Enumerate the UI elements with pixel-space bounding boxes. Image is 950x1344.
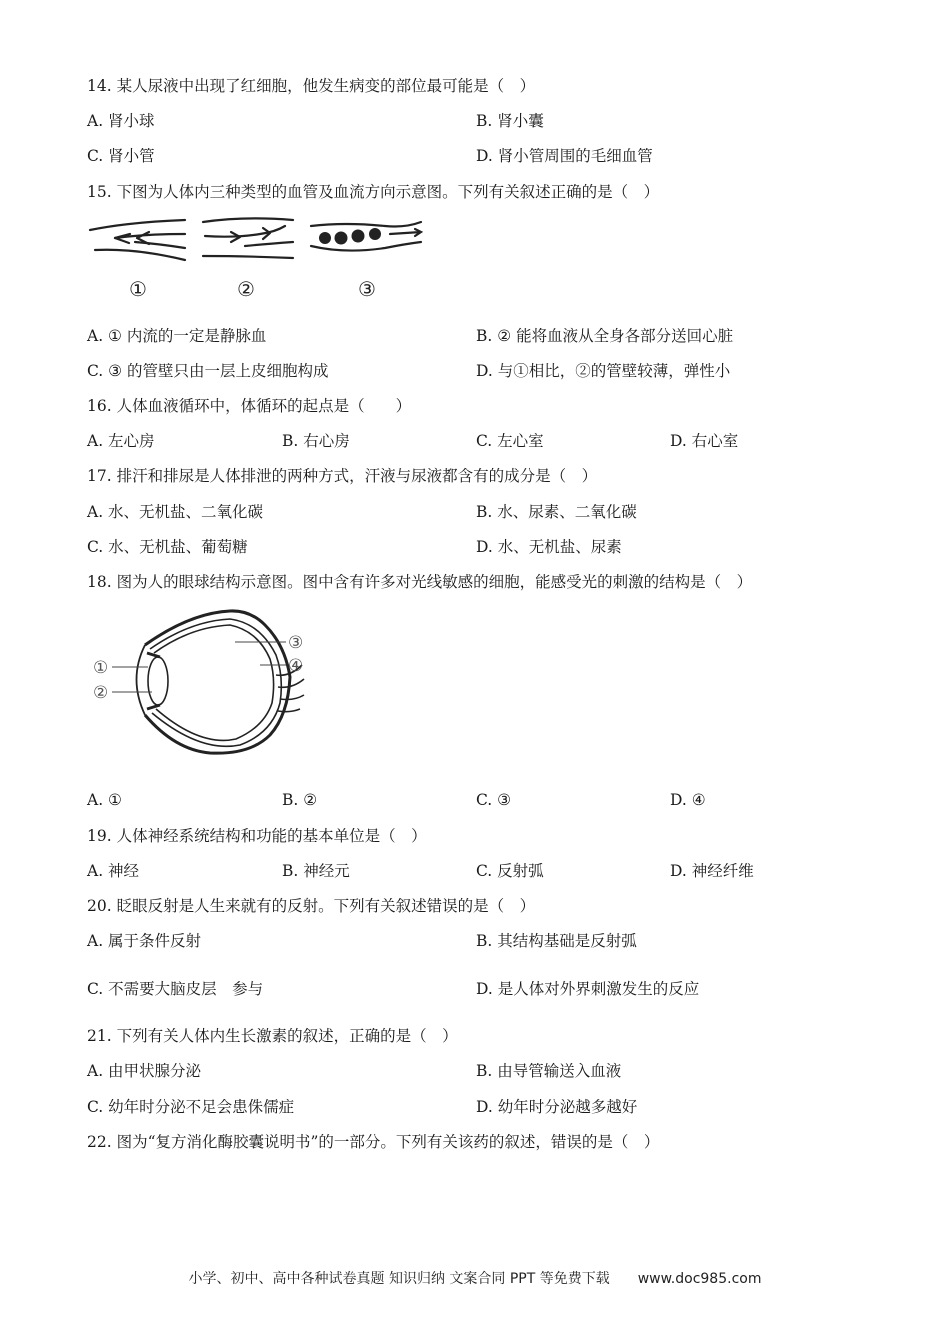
q21-option-b: B. 由导管输送入血液	[476, 1062, 622, 1080]
q18-option-c: C. ③	[476, 791, 512, 809]
q21-option-d: D. 幼年时分泌越多越好	[476, 1098, 638, 1116]
question-20-stem: 20. 眨眼反射是人生来就有的反射。下列有关叙述错误的是（ ）	[87, 897, 536, 915]
q14-option-a: A. 肾小球	[87, 112, 155, 130]
eyeball-figure	[90, 605, 320, 765]
question-21-stem: 21. 下列有关人体内生长激素的叙述，正确的是（ ）	[87, 1027, 458, 1045]
vessel-label-3: ③	[358, 277, 376, 301]
q20-option-b: B. 其结构基础是反射弧	[476, 932, 637, 950]
q17-option-b: B. 水、尿素、二氧化碳	[476, 503, 637, 521]
question-18-stem: 18. 图为人的眼球结构示意图。图中含有许多对光线敏感的细胞，能感受光的刺激的结构是（ ）	[87, 573, 753, 591]
q15-option-d: D. 与①相比，②的管壁较薄，弹性小	[476, 362, 731, 380]
eye-label-3: ③	[288, 633, 304, 653]
q16-option-c: C. 左心室	[476, 432, 544, 450]
q19-option-c: C. 反射弧	[476, 862, 544, 880]
eye-label-4: ④	[288, 656, 304, 676]
vessel-label-2: ②	[237, 277, 255, 301]
q17-option-a: A. 水、无机盐、二氧化碳	[87, 503, 264, 521]
blood-vessels-figure	[85, 212, 430, 304]
q18-option-d: D. ④	[670, 791, 706, 809]
question-16-stem: 16. 人体血液循环中，体循环的起点是（ ）	[87, 397, 412, 415]
vessel-label-1: ①	[129, 277, 147, 301]
q14-option-b: B. 肾小囊	[476, 112, 544, 130]
q20-option-d: D. 是人体对外界刺激发生的反应	[476, 980, 700, 998]
q18-option-b: B. ②	[282, 791, 318, 809]
question-14-stem: 14. 某人尿液中出现了红细胞，他发生病变的部位最可能是（ ）	[87, 77, 536, 95]
q17-option-c: C. 水、无机盐、葡萄糖	[87, 538, 248, 556]
q17-option-d: D. 水、无机盐、尿素	[476, 538, 622, 556]
q15-option-b: B. ② 能将血液从全身各部分送回心脏	[476, 327, 734, 345]
q15-option-c: C. ③ 的管壁只由一层上皮细胞构成	[87, 362, 329, 380]
q20-option-a: A. 属于条件反射	[87, 932, 202, 950]
eye-label-1: ①	[93, 658, 109, 678]
q19-option-a: A. 神经	[87, 862, 140, 880]
question-22-stem: 22. 图为“复方消化酶胶囊说明书”的一部分。下列有关该药的叙述，错误的是（ ）	[87, 1133, 660, 1151]
q16-option-d: D. 右心室	[670, 432, 739, 450]
q16-option-a: A. 左心房	[87, 432, 155, 450]
question-15-stem: 15. 下图为人体内三种类型的血管及血流方向示意图。下列有关叙述正确的是（ ）	[87, 183, 660, 201]
q14-option-c: C. 肾小管	[87, 147, 155, 165]
question-17-stem: 17. 排汗和排尿是人体排泄的两种方式，汗液与尿液都含有的成分是（ ）	[87, 467, 598, 485]
q15-option-a: A. ① 内流的一定是静脉血	[87, 327, 267, 345]
q14-option-d: D. 肾小管周围的毛细血管	[476, 147, 653, 165]
vessel-1-diagram	[90, 220, 185, 260]
q21-option-a: A. 由甲状腺分泌	[87, 1062, 202, 1080]
red-blood-cells	[319, 228, 381, 245]
q16-option-b: B. 右心房	[282, 432, 350, 450]
eye-label-2: ②	[93, 683, 109, 703]
q20-option-c: C. 不需要大脑皮层 参与	[87, 980, 264, 998]
page-footer: 小学、初中、高中各种试卷真题 知识归纳 文案合同 PPT 等免费下载 www.doc985.com	[188, 1271, 762, 1287]
q21-option-c: C. 幼年时分泌不足会患侏儒症	[87, 1098, 295, 1116]
q18-option-a: A. ①	[87, 791, 122, 809]
q19-option-b: B. 神经元	[282, 862, 350, 880]
question-19-stem: 19. 人体神经系统结构和功能的基本单位是（ ）	[87, 827, 427, 845]
vessel-2-diagram	[203, 218, 293, 258]
q19-option-d: D. 神经纤维	[670, 862, 754, 880]
